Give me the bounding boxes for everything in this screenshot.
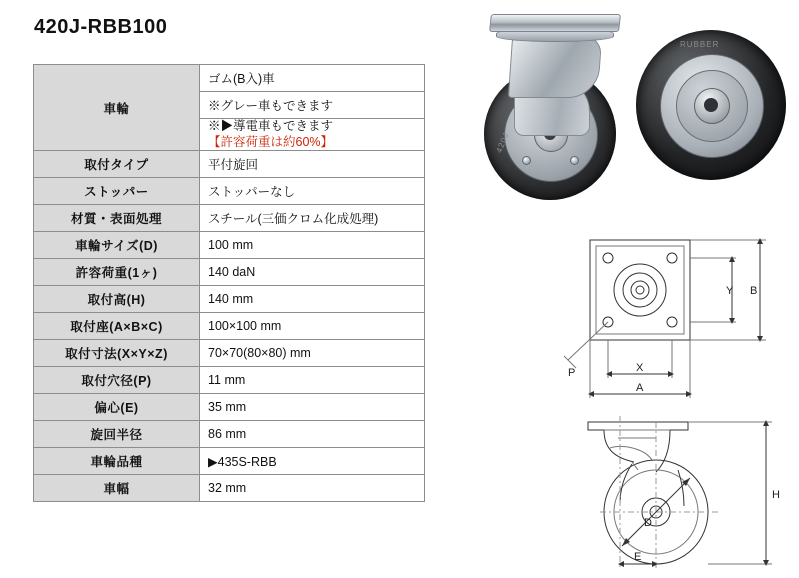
product-photos xyxy=(440,6,792,218)
row-label-mount-type: 取付タイプ xyxy=(34,151,200,178)
row-value-swivel-radius: 86 mm xyxy=(200,421,425,448)
top-view-hole xyxy=(603,253,613,263)
table-row xyxy=(34,475,425,502)
row-label-offset: 偏心(E) xyxy=(34,394,200,421)
dim-label-B: B xyxy=(750,285,758,297)
table-row xyxy=(34,286,425,313)
table-row xyxy=(34,178,425,205)
row-value-stopper: ストッパーなし xyxy=(200,178,425,205)
side-view-plate xyxy=(588,422,688,430)
row-label-height: 取付高(H) xyxy=(34,286,200,313)
dim-label-X: X xyxy=(636,362,644,374)
row-value-wheel-model[interactable]: ▶435S-RBB xyxy=(200,448,425,475)
page-title: 420J-RBB100 xyxy=(34,16,168,38)
table-row xyxy=(34,232,425,259)
row-label-plate: 取付座(A×B×C) xyxy=(34,313,200,340)
row-label-load: 許容荷重(1ヶ) xyxy=(34,259,200,286)
wheel-note-conductive: ※▶導電車もできます xyxy=(208,119,334,133)
dim-label-D: D xyxy=(644,517,652,529)
row-label-wheel-width: 車幅 xyxy=(34,475,200,502)
dim-label-E: E xyxy=(634,551,642,563)
table-row xyxy=(34,448,425,475)
table-row xyxy=(34,259,425,286)
row-value-mount-dims: 70×70(80×80) mm xyxy=(200,340,425,367)
dim-label-Y: Y xyxy=(726,285,734,297)
row-value-wheel-size: 100 mm xyxy=(200,232,425,259)
dim-label-P: P xyxy=(568,367,576,379)
row-value-wheel-1: ゴム(B入)車 xyxy=(200,65,425,92)
top-view-hole xyxy=(667,317,677,327)
dim-label-A: A xyxy=(636,382,644,394)
top-view-hole xyxy=(667,253,677,263)
row-label-hole-dia: 取付穴径(P) xyxy=(34,367,200,394)
row-value-height: 140 mm xyxy=(200,286,425,313)
row-value-material: スチール(三価クロム化成処理) xyxy=(200,205,425,232)
technical-drawings xyxy=(560,226,796,572)
table-row xyxy=(34,367,425,394)
row-value-wheel-width: 32 mm xyxy=(200,475,425,502)
swivel-caster-photo xyxy=(470,8,640,208)
row-value-plate: 100×100 mm xyxy=(200,313,425,340)
drawing-svg xyxy=(560,226,796,572)
table-row xyxy=(34,151,425,178)
wheel-note-load: 【許容荷重は約60%】 xyxy=(208,134,334,149)
row-label-wheel-model: 車輪品種 xyxy=(34,448,200,475)
row-label-material: 材質・表面処理 xyxy=(34,205,200,232)
row-value-load: 140 daN xyxy=(200,259,425,286)
wheel-photo xyxy=(636,30,788,186)
row-label-stopper: ストッパー xyxy=(34,178,200,205)
wheel-tire-marking: RUBBER xyxy=(680,40,720,49)
dim-label-H: H xyxy=(772,489,780,501)
row-label-mount-dims: 取付寸法(X×Y×Z) xyxy=(34,340,200,367)
table-row xyxy=(34,65,425,92)
row-label-wheel: 車輪 xyxy=(34,65,200,151)
table-row xyxy=(34,205,425,232)
caster-top-plate xyxy=(489,14,621,32)
row-label-swivel-radius: 旋回半径 xyxy=(34,421,200,448)
caster-bolt-icon xyxy=(522,156,531,165)
row-value-offset: 35 mm xyxy=(200,394,425,421)
row-value-hole-dia: 11 mm xyxy=(200,367,425,394)
table-row xyxy=(34,313,425,340)
table-row xyxy=(34,340,425,367)
top-view-swivel-outer xyxy=(614,264,666,316)
row-value-wheel-3 xyxy=(200,119,425,151)
spec-table xyxy=(33,64,425,502)
caster-bolt-icon xyxy=(570,156,579,165)
row-label-wheel-size: 車輪サイズ(D) xyxy=(34,232,200,259)
caster-swivel-body xyxy=(508,36,602,98)
row-value-wheel-2: ※グレー車もできます xyxy=(200,92,425,119)
table-row xyxy=(34,394,425,421)
table-row xyxy=(34,421,425,448)
row-value-mount-type: 平付旋回 xyxy=(200,151,425,178)
wheel-bore xyxy=(704,98,718,112)
caster-tire-marking: 420J xyxy=(494,130,511,155)
